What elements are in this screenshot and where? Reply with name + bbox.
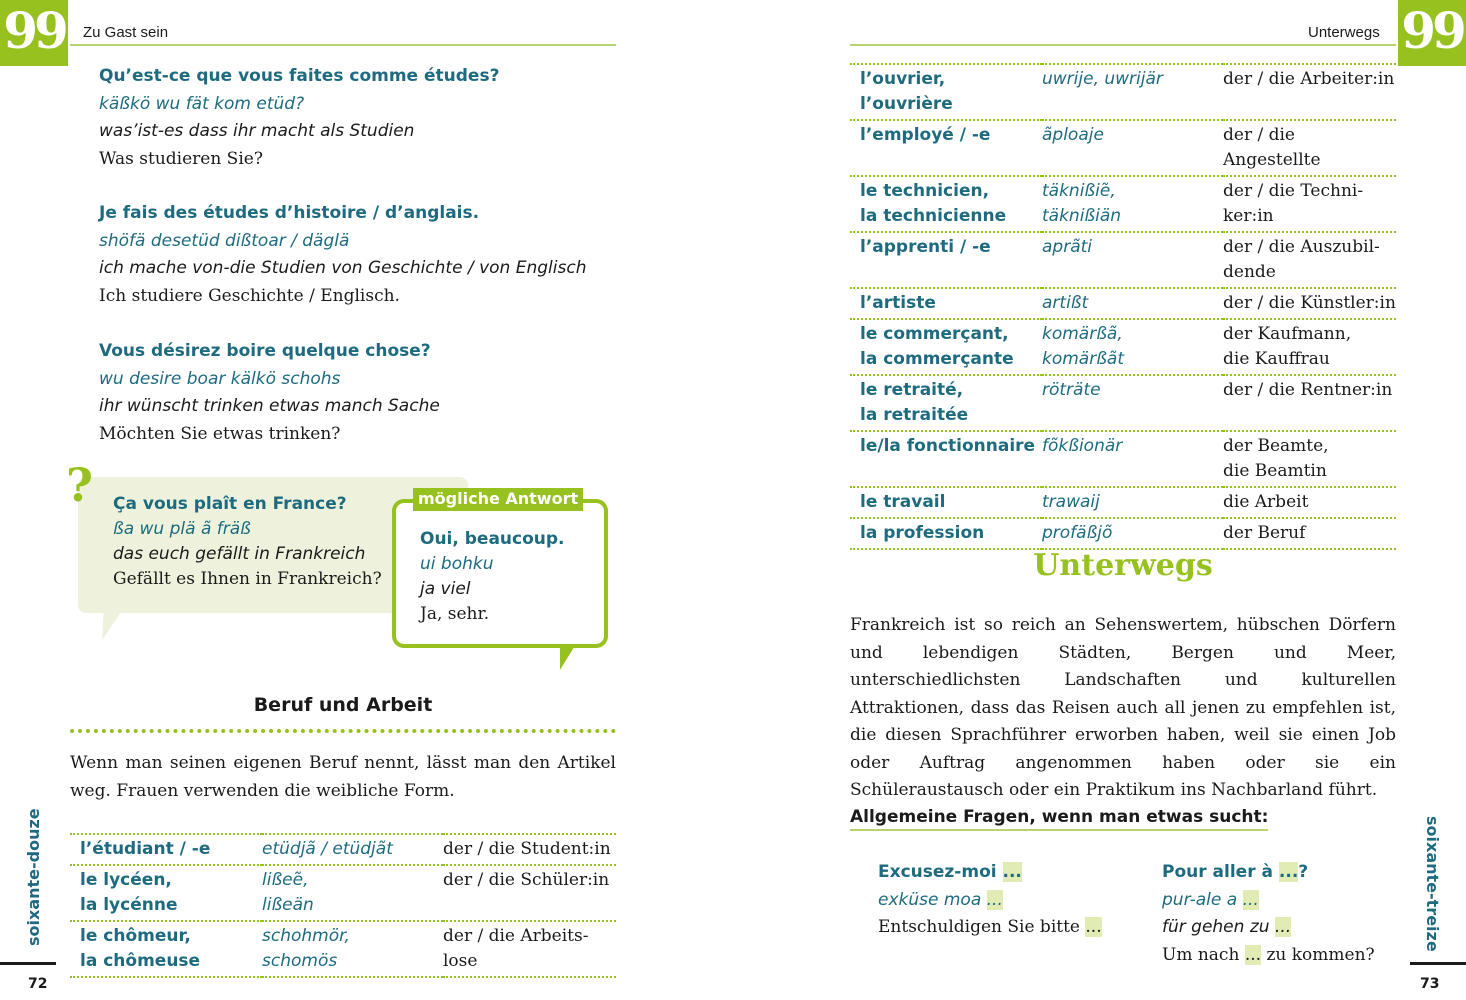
vocab-french	[850, 232, 1042, 288]
vocab-french-line: la technicienne	[860, 206, 1007, 226]
vocab-pronunciation-line: komärßãt	[1042, 349, 1125, 369]
unterwegs-paragraph: Frankreich ist so reich an Sehenswertem, hübschen Dörfern und lebendigen Städten, Bergen und Meer, unterschiedlichsten Landschaften und kulturellen Attraktionen, dass das Reisen auch all jenen zu empfehlen ist, die diesen Sprachführer erworben haben, weil sie einen Job oder Auftrag angenommen haben oder sie ein Schüleraustausch oder ein Praktikum ins Nachbarland führt.	[850, 615, 1396, 800]
phrase-french-end: ?	[1298, 862, 1309, 882]
answer-literal: ja viel	[420, 579, 471, 599]
vocab-pronunciation-line: röträte	[1042, 380, 1101, 400]
vocab-german-line: der Kaufmann,	[1223, 324, 1352, 344]
vocab-french	[70, 921, 262, 977]
vocab-row	[850, 518, 1396, 549]
ellipsis-marker: ...	[1274, 917, 1292, 937]
question-pronunciation: ßa wu plä ã fräß	[113, 519, 251, 539]
vocab-french	[850, 375, 1042, 431]
vocab-pronunciation	[262, 865, 443, 921]
vocab-german	[443, 865, 616, 921]
vocab-pronunciation	[1042, 64, 1223, 120]
vocab-german	[1223, 518, 1396, 549]
vocab-pronunciation	[1042, 431, 1223, 487]
question-mark-icon: ?	[66, 458, 93, 512]
phrase-german: Entschuldigen Sie bitte	[878, 917, 1080, 937]
question-french: Ça vous plaît en France?	[113, 494, 347, 514]
vocab-row	[850, 232, 1396, 288]
vocab-german	[443, 921, 616, 977]
phrase-german-end: zu kommen?	[1266, 944, 1375, 965]
vocab-german-line: der / die Rentner:in	[1223, 380, 1393, 400]
phrase-pronunciation: shöfä desetüd dißtoar / däglä	[99, 230, 350, 251]
vocab-pronunciation-line: artißt	[1042, 293, 1089, 313]
phrase-excusez	[878, 859, 1102, 942]
vocab-row	[850, 487, 1396, 518]
vocab-french-line: l’artiste	[860, 293, 936, 313]
vocab-french	[850, 64, 1042, 120]
question-literal: das euch gefällt in Frankreich	[113, 544, 366, 564]
phrase-german: Um nach	[1162, 944, 1240, 965]
vocab-pronunciation-line: aprãti	[1042, 237, 1093, 257]
vocab-pronunciation-line: schomös	[262, 951, 338, 971]
answer-german: Ja, sehr.	[420, 604, 490, 624]
phrase-pronunciation: wu desire boar kälkö schohs	[99, 368, 341, 389]
ellipsis-marker: ...	[1085, 917, 1102, 937]
vocab-table-right	[850, 63, 1396, 550]
vocab-pronunciation-line: lißeẽ,	[262, 870, 309, 890]
running-head-left: Zu Gast sein	[83, 24, 169, 41]
vocab-pronunciation-line: ãploaje	[1042, 125, 1104, 145]
phrase-french: Excusez-moi	[878, 862, 997, 882]
vocab-german-line: der / die Student:in	[443, 839, 611, 859]
vocab-row	[850, 120, 1396, 176]
answer-label: mögliche Antwort	[413, 488, 583, 511]
vocab-pronunciation	[1042, 518, 1223, 549]
footer-rule-right	[1410, 962, 1466, 965]
vocab-french	[70, 865, 262, 921]
section-title-unterwegs: Unterwegs	[1033, 548, 1213, 583]
vocab-french-line: la retraitée	[860, 405, 969, 425]
side-label-left: soixante-douze	[24, 808, 43, 946]
beruf-paragraph: Wenn man seinen eigenen Beruf nennt, lässt man den Artikel weg. Frauen verwenden die weibliche Form.	[70, 753, 616, 801]
vocab-pronunciation-line: etüdjã / etüdjãt	[262, 839, 393, 859]
vocab-table-left	[70, 833, 616, 978]
vocab-german-line: ker:in	[1223, 206, 1274, 226]
ellipsis-marker: ...	[1002, 862, 1022, 882]
vocab-german	[1223, 288, 1396, 319]
vocab-pronunciation-line: täknißiẽ,	[1042, 181, 1116, 201]
vocab-french	[850, 518, 1042, 549]
question-text	[113, 492, 382, 592]
vocab-german-line: der / die Techni-	[1223, 181, 1364, 201]
header-rule-right	[850, 44, 1396, 46]
phrase-literal: für gehen zu	[1162, 917, 1270, 937]
vocab-pronunciation	[1042, 232, 1223, 288]
vocab-french	[850, 288, 1042, 319]
vocab-french-line: la profession	[860, 523, 985, 543]
vocab-pronunciation-line: täknißiän	[1042, 206, 1122, 226]
vocab-french	[850, 431, 1042, 487]
vocab-french-line: l’étudiant / -e	[80, 839, 211, 859]
vocab-row	[70, 834, 616, 865]
vocab-pronunciation-line: trawaij	[1042, 492, 1100, 512]
vocab-french-line: l’employé / -e	[860, 125, 991, 145]
vocab-pronunciation-line: fõkßionär	[1042, 436, 1123, 456]
vocab-german	[1223, 64, 1396, 120]
quote-mark-icon: 99	[1398, 0, 1466, 66]
vocab-row	[850, 431, 1396, 487]
vocab-french	[850, 319, 1042, 375]
phrase-german: Möchten Sie etwas trinken?	[99, 423, 341, 444]
phrase-block-3	[99, 338, 619, 448]
vocab-row	[850, 288, 1396, 319]
vocab-french-line: le/la fonctionnaire	[860, 436, 1036, 456]
vocab-german	[1223, 319, 1396, 375]
vocab-german	[1223, 232, 1396, 288]
phrase-pronunciation: pur-ale a	[1162, 889, 1238, 910]
phrase-french: Pour aller à	[1162, 862, 1273, 882]
vocab-pronunciation	[262, 834, 443, 865]
vocab-french-line: l’ouvrier, l’ouvrière	[860, 69, 953, 114]
page-number-left: 72	[28, 976, 48, 992]
vocab-row	[70, 865, 616, 921]
page-number-right: 73	[1420, 976, 1440, 992]
ellipsis-marker: ...	[1242, 889, 1259, 910]
vocab-german	[1223, 487, 1396, 518]
vocab-german-line: der / die Schüler:in	[443, 870, 610, 890]
vocab-german-line: der / die Auszubil-	[1223, 237, 1380, 257]
phrase-pronunciation: exküse moa	[878, 889, 982, 910]
vocab-pronunciation-line: komärßã,	[1042, 324, 1123, 344]
vocab-pronunciation	[1042, 375, 1223, 431]
answer-text	[420, 527, 565, 627]
vocab-german	[443, 834, 616, 865]
vocab-french-line: le retraité,	[860, 380, 964, 400]
vocab-pronunciation	[1042, 319, 1223, 375]
vocab-french-line: le lycéen,	[80, 870, 172, 890]
vocab-german-line: die Arbeit	[1223, 492, 1309, 512]
vocab-german-line: die Beamtin	[1223, 461, 1327, 481]
vocab-row	[70, 921, 616, 977]
phrase-pour-aller	[1162, 859, 1375, 969]
phrase-literal: ihr wünscht trinken etwas manch Sache	[99, 396, 440, 416]
phrase-german: Ich studiere Geschichte / Englisch.	[99, 285, 400, 306]
running-head-right: Unterwegs	[1308, 24, 1380, 41]
vocab-pronunciation-line: uwrije, uwrijär	[1042, 69, 1163, 89]
vocab-french-line: l’apprenti / -e	[860, 237, 991, 257]
vocab-german-line: lose	[443, 951, 478, 971]
vocab-german	[1223, 375, 1396, 431]
answer-pronunciation: ui bohku	[420, 554, 494, 574]
phrase-literal: was’ist-es dass ihr macht als Studien	[99, 121, 415, 141]
ellipsis-marker: ...	[1278, 862, 1299, 882]
vocab-pronunciation-line: schohmör,	[262, 926, 350, 946]
phrase-block-2	[99, 200, 619, 310]
quote-mark-icon: 99	[0, 0, 68, 66]
vocab-row	[850, 319, 1396, 375]
vocab-german	[1223, 120, 1396, 176]
vocab-french-line: le technicien,	[860, 181, 990, 201]
vocab-german-line: dende	[1223, 262, 1276, 282]
vocab-french	[850, 487, 1042, 518]
phrase-french: Vous désirez boire quelque chose?	[99, 341, 431, 361]
vocab-french-line: la commerçante	[860, 349, 1014, 369]
footer-rule-left	[0, 962, 56, 965]
vocab-french-line: la lycénne	[80, 895, 178, 915]
vocab-german-line: der Beamte,	[1223, 436, 1329, 456]
vocab-pronunciation-line: profäßjõ	[1042, 523, 1113, 543]
vocab-german-line: der / die Künstler:in	[1223, 293, 1396, 313]
vocab-french	[850, 120, 1042, 176]
vocab-pronunciation	[262, 921, 443, 977]
vocab-german-line: der / die Arbeiter:in	[1223, 69, 1395, 89]
vocab-german-line: die Kauffrau	[1223, 349, 1330, 369]
vocab-german	[1223, 176, 1396, 232]
vocab-row	[850, 375, 1396, 431]
vocab-french-line: la chômeuse	[80, 951, 201, 971]
question-german: Gefällt es Ihnen in Frankreich?	[113, 569, 382, 589]
header-rule-left	[70, 44, 616, 46]
vocab-german	[1223, 431, 1396, 487]
side-label-right: soixante-treize	[1423, 816, 1442, 952]
vocab-french-line: le travail	[860, 492, 946, 512]
vocab-german-line: der Beruf	[1223, 523, 1306, 543]
section-title-beruf: Beruf und Arbeit	[253, 694, 433, 716]
answer-french: Oui, beaucoup.	[420, 529, 565, 549]
vocab-pronunciation	[1042, 487, 1223, 518]
phrase-block-1	[99, 63, 619, 173]
sub-heading-questions: Allgemeine Fragen, wenn man etwas sucht:	[850, 807, 1268, 831]
phrase-literal: ich mache von-die Studien von Geschichte / von Englisch	[99, 258, 587, 278]
vocab-german-line: der / die Arbeits-	[443, 926, 589, 946]
vocab-pronunciation	[1042, 288, 1223, 319]
vocab-pronunciation-line: lißeän	[262, 895, 314, 915]
phrase-french: Je fais des études d’histoire / d’anglais.	[99, 203, 480, 223]
vocab-french	[70, 834, 262, 865]
phrase-pronunciation: käßkö wu fät kom etüd?	[99, 93, 305, 114]
vocab-french	[850, 176, 1042, 232]
vocab-pronunciation	[1042, 176, 1223, 232]
ellipsis-marker: ...	[1244, 944, 1262, 965]
ellipsis-marker: ...	[986, 889, 1003, 910]
vocab-pronunciation	[1042, 120, 1223, 176]
vocab-row	[850, 64, 1396, 120]
vocab-french-line: le commerçant,	[860, 324, 1009, 344]
vocab-german-line: der / die Angestellte	[1223, 125, 1321, 170]
vocab-row	[850, 176, 1396, 232]
vocab-french-line: le chômeur,	[80, 926, 191, 946]
phrase-french: Qu’est-ce que vous faites comme études?	[99, 66, 500, 86]
phrase-german: Was studieren Sie?	[99, 148, 263, 169]
section-dotted-rule	[70, 729, 616, 733]
